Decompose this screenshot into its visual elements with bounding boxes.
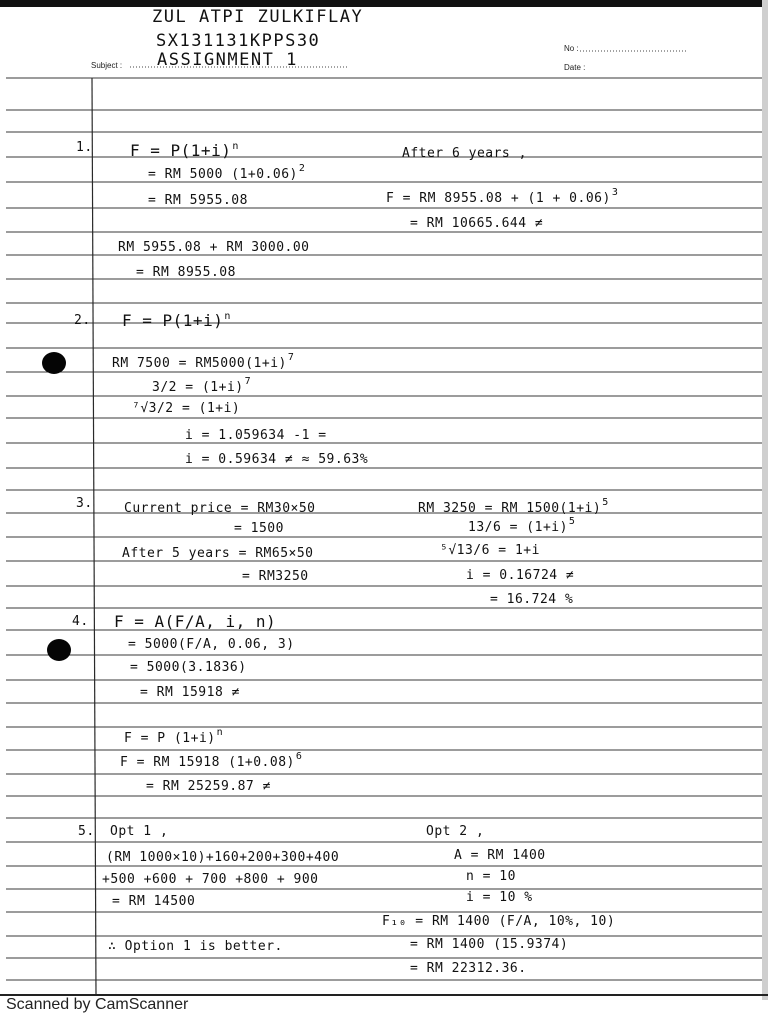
punch-hole-top (42, 352, 66, 374)
q5-line-3: +500 +600 + 700 +800 + 900 (102, 872, 319, 887)
q5-right-4: i = 10 % (466, 890, 533, 905)
q5-number: 5. (78, 824, 95, 839)
q2-line-4: ⁷√3/2 = (1+i) (132, 401, 241, 416)
q2-line-5: i = 1.059634 -1 = (185, 428, 327, 443)
q1-right-1: After 6 years , (402, 146, 527, 161)
q1-line-2: = RM 5000 $(1+0.06)^2$ (148, 163, 306, 182)
q5-right-3: n = 10 (466, 869, 516, 884)
q3-line-1: Current price = RM30×50 (124, 501, 316, 516)
q3-line-4: = RM3250 (242, 569, 309, 584)
q4-line-2: = 5000(F/A, 0.06, 3) (128, 637, 295, 652)
q3-right-2: $13/6 = (1+i)^5$ (468, 516, 576, 535)
q3-right-5: = 16.724 % (490, 592, 574, 607)
q4-line-4: = RM 15918 ≠ (140, 685, 240, 700)
q3-line-2: = 1500 (234, 521, 284, 536)
q1-line-5: = RM 8955.08 (136, 265, 236, 280)
q2-number: 2. (74, 313, 91, 328)
punch-hole-bottom (47, 639, 71, 661)
q5-right-5: F₁₀ = RM 1400 (F/A, 10%, 10) (382, 914, 616, 929)
student-name: ZUL ATPI ZULKIFLAY (152, 7, 364, 27)
q1-line-1: $F = P(1+i)^n$ (130, 141, 239, 160)
student-id: SX131131KPPS30 (156, 31, 321, 51)
subject-value: ASSIGNMENT 1 (157, 50, 298, 70)
q5-right-1: Opt 2 , (426, 824, 485, 839)
q4-line-7: = RM 25259.87 ≠ (146, 779, 271, 794)
q1-number: 1. (76, 140, 93, 155)
scanner-watermark: Scanned by CamScanner (6, 996, 189, 1013)
q1-line-3: = RM 5955.08 (148, 193, 248, 208)
q4-line-5: F = P $(1+i)^n$ (124, 727, 224, 746)
q5-right-6: = RM 1400 (15.9374) (410, 937, 569, 952)
q3-line-3: After 5 years = RM65×50 (122, 546, 314, 561)
margin-line (92, 78, 96, 994)
q5-line-4: = RM 14500 (112, 894, 196, 909)
no-label: No : (564, 44, 579, 53)
q5-line-2: (RM 1000×10)+160+200+300+400 (106, 850, 340, 865)
q1-right-2: F = RM $8955.08 + (1 + 0.06)^3$ (386, 187, 619, 206)
q5-right-7: = RM 22312.36. (410, 961, 527, 976)
q2-line-2: RM $7500 = RM5000(1+i)^7$ (112, 352, 295, 371)
q3-right-4: i = 0.16724 ≠ (466, 568, 575, 583)
q3-right-3: ⁵√13/6 = 1+i (440, 543, 540, 558)
q2-line-6: i = 0.59634 ≠ ≈ 59.63% (185, 452, 369, 467)
q4-line-6: F = RM 15918 $(1+0.08)^6$ (120, 751, 303, 770)
q3-right-1: RM 3250 = RM $1500(1+i)^5$ (418, 497, 609, 516)
q5-line-1: Opt 1 , (110, 824, 169, 839)
q4-line-3: = 5000(3.1836) (130, 660, 247, 675)
subject-label: Subject : (91, 61, 123, 70)
q4-line-1: F = A(F/A, i, n) (114, 612, 277, 631)
q5-right-2: A = RM 1400 (454, 848, 546, 863)
q3-number: 3. (76, 496, 93, 511)
q2-line-1: $F = P(1+i)^n$ (122, 311, 231, 330)
q5-line-5: ∴ Option 1 is better. (108, 939, 283, 954)
q1-right-3: = RM 10665.644 ≠ (410, 216, 544, 231)
date-label: Date : (564, 63, 586, 72)
q2-line-3: $3/2 = (1+i)^7$ (152, 376, 252, 395)
q4-number: 4. (72, 614, 89, 629)
q1-line-4: RM 5955.08 + RM 3000.00 (118, 240, 310, 255)
